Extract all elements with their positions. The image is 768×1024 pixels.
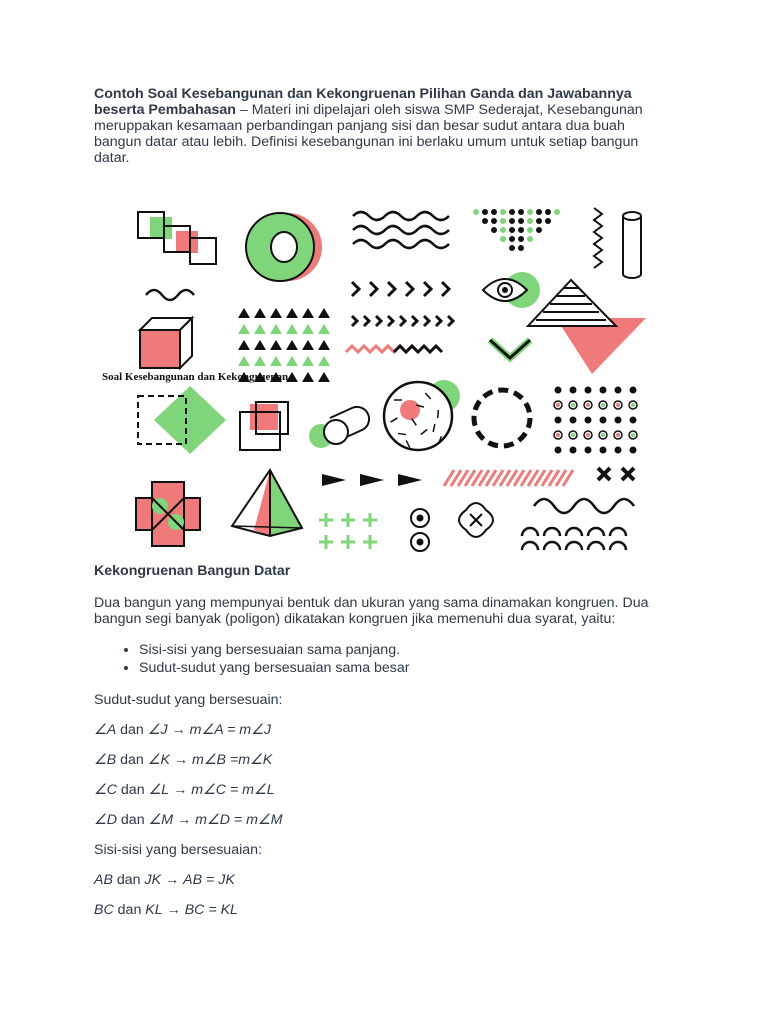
zigzag-icon bbox=[594, 208, 602, 268]
side-relation: AB dan JK → AB = JK bbox=[94, 872, 235, 888]
clover-cross-icon bbox=[136, 482, 200, 546]
dot-triangle-icon bbox=[473, 209, 560, 251]
cylinder-side-icon bbox=[309, 407, 369, 448]
zigzag-band-icon bbox=[346, 346, 442, 352]
dot-grid-icon bbox=[554, 387, 637, 454]
diamond-square-icon bbox=[138, 386, 226, 454]
geometric-shapes-illustration bbox=[98, 200, 658, 560]
condition-list bbox=[94, 641, 410, 677]
striped-triangle-icon bbox=[528, 280, 646, 374]
waves-arches-icon bbox=[522, 499, 634, 550]
side-relation: BC dan KL → BC = KL bbox=[94, 902, 238, 918]
chevrons-icon bbox=[352, 282, 453, 326]
dotted-circles-icon bbox=[411, 509, 429, 551]
dashed-ring-icon bbox=[474, 390, 530, 446]
x-marks-icon bbox=[598, 468, 634, 480]
list-item: • Sisi-sisi yang bersesuaian sama panjang. bbox=[139, 641, 410, 659]
sides-label: Sisi-sisi yang bersesuaian: bbox=[94, 842, 262, 858]
flags-icon bbox=[322, 474, 422, 486]
stacked-squares-icon bbox=[138, 212, 216, 264]
pyramid-icon bbox=[232, 470, 302, 536]
sprinkle-circle-icon bbox=[384, 380, 460, 450]
eye-icon bbox=[483, 272, 540, 308]
intro-body: – Materi ini dipelajari oleh siswa SMP Sederajat, Kesebangunan meruppakan kesamaan perbandingan panjang sisi dan besar sudut antara dua buah bangun datar atau lebih. Definisi kesebangunan ini berlaku umum untuk setiap bangun datar. bbox=[94, 102, 643, 166]
overlap-squares-icon bbox=[240, 402, 288, 450]
angle-relation: ∠A dan ∠J → m∠A = m∠J bbox=[94, 722, 271, 738]
angle-relation: ∠C dan ∠L → m∠C = m∠L bbox=[94, 782, 275, 798]
small-wave-icon bbox=[146, 290, 194, 300]
angles-label: Sudut-sudut yang bersesuain: bbox=[94, 692, 283, 708]
intro-block bbox=[94, 86, 674, 166]
angle-relation: ∠B dan ∠K → m∠B =m∠K bbox=[94, 752, 273, 768]
list-item: • Sudut-sudut yang bersesuaian sama besar bbox=[139, 659, 410, 677]
wavy-lines-icon bbox=[353, 212, 449, 248]
flower-cross-icon bbox=[459, 503, 493, 537]
section-heading: Kekongruenan Bangun Datar bbox=[94, 563, 291, 579]
intro-paragraph bbox=[94, 86, 674, 166]
plus-grid-icon bbox=[319, 513, 377, 549]
section-paragraph: Dua bangun yang mempunyai bentuk dan ukuran yang sama dinamakan kongruen. Dua bangun segi banyak (poligon) dikatakan kongruen jika memenuhi dua syarat, yaitu: bbox=[94, 595, 649, 627]
ring-icon bbox=[246, 213, 322, 281]
cube-icon bbox=[140, 318, 192, 368]
angle-relation: ∠D dan ∠M → m∠D = m∠M bbox=[94, 812, 283, 828]
cylinder-icon bbox=[623, 212, 641, 278]
heart-chevron-icon bbox=[490, 340, 530, 358]
pink-stripes-icon bbox=[444, 470, 573, 486]
intro-title: Contoh Soal Kesebangunan dan Kekongruenan Pilihan Ganda dan Jawabannya beserta Pembahasan bbox=[94, 86, 632, 118]
figure-caption: Soal Kesebangunan dan Kekongruenan bbox=[102, 371, 289, 383]
